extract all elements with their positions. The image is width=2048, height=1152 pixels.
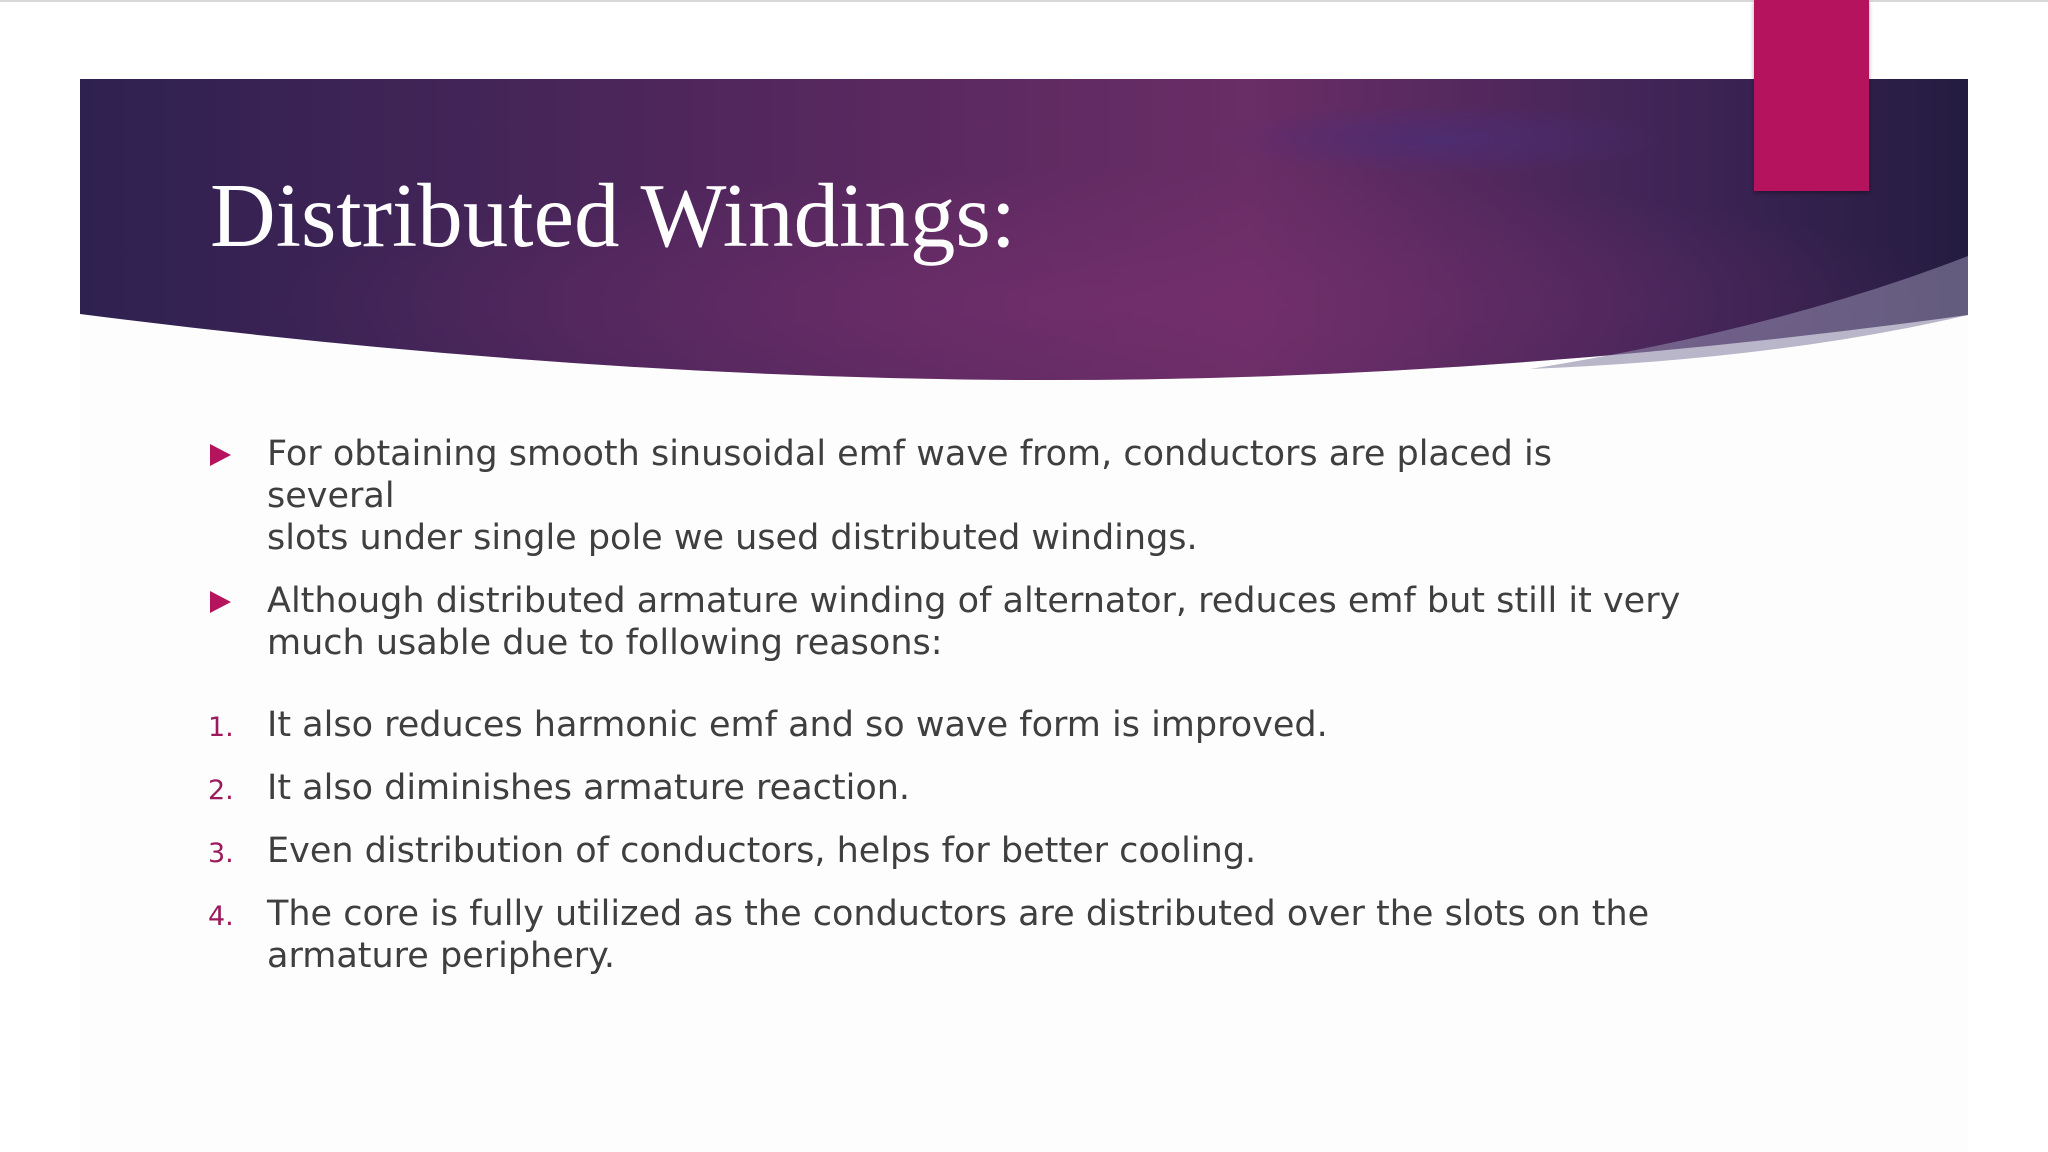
slide-title: Distributed Windings:	[210, 165, 1017, 266]
bullet-text-line: For obtaining smooth sinusoidal emf wave from, conductors are placed is several	[267, 434, 1552, 516]
numbered-text-line: Even distribution of conductors, helps for better cooling.	[267, 831, 1257, 871]
item-number: 3.	[208, 838, 234, 869]
numbered-text-line: armature periphery.	[267, 936, 615, 976]
bullet-list	[210, 433, 1690, 685]
numbered-item	[208, 704, 1688, 746]
numbered-text-line: The core is fully utilized as the conductors are distributed over the slots on the	[267, 894, 1650, 934]
triangle-bullet-icon	[210, 444, 231, 466]
numbered-text-line: It also reduces harmonic emf and so wave form is improved.	[267, 705, 1328, 745]
numbered-item	[208, 830, 1688, 872]
bullet-text-line: much usable due to following reasons:	[267, 623, 943, 663]
bullet-item	[210, 580, 1690, 664]
triangle-bullet-icon	[210, 591, 231, 613]
numbered-list	[208, 704, 1688, 998]
numbered-item	[208, 893, 1688, 977]
top-divider	[0, 0, 2048, 2]
accent-tab	[1754, 0, 1869, 191]
item-number: 1.	[208, 712, 234, 743]
bullet-text-line: Although distributed armature winding of alternator, reduces emf but still it very	[267, 581, 1681, 621]
item-number: 4.	[208, 901, 234, 932]
numbered-text-line: It also diminishes armature reaction.	[267, 768, 911, 808]
item-number: 2.	[208, 775, 234, 806]
bullet-text-line: slots under single pole we used distributed windings.	[267, 518, 1198, 558]
numbered-item	[208, 767, 1688, 809]
bullet-item	[210, 433, 1690, 559]
